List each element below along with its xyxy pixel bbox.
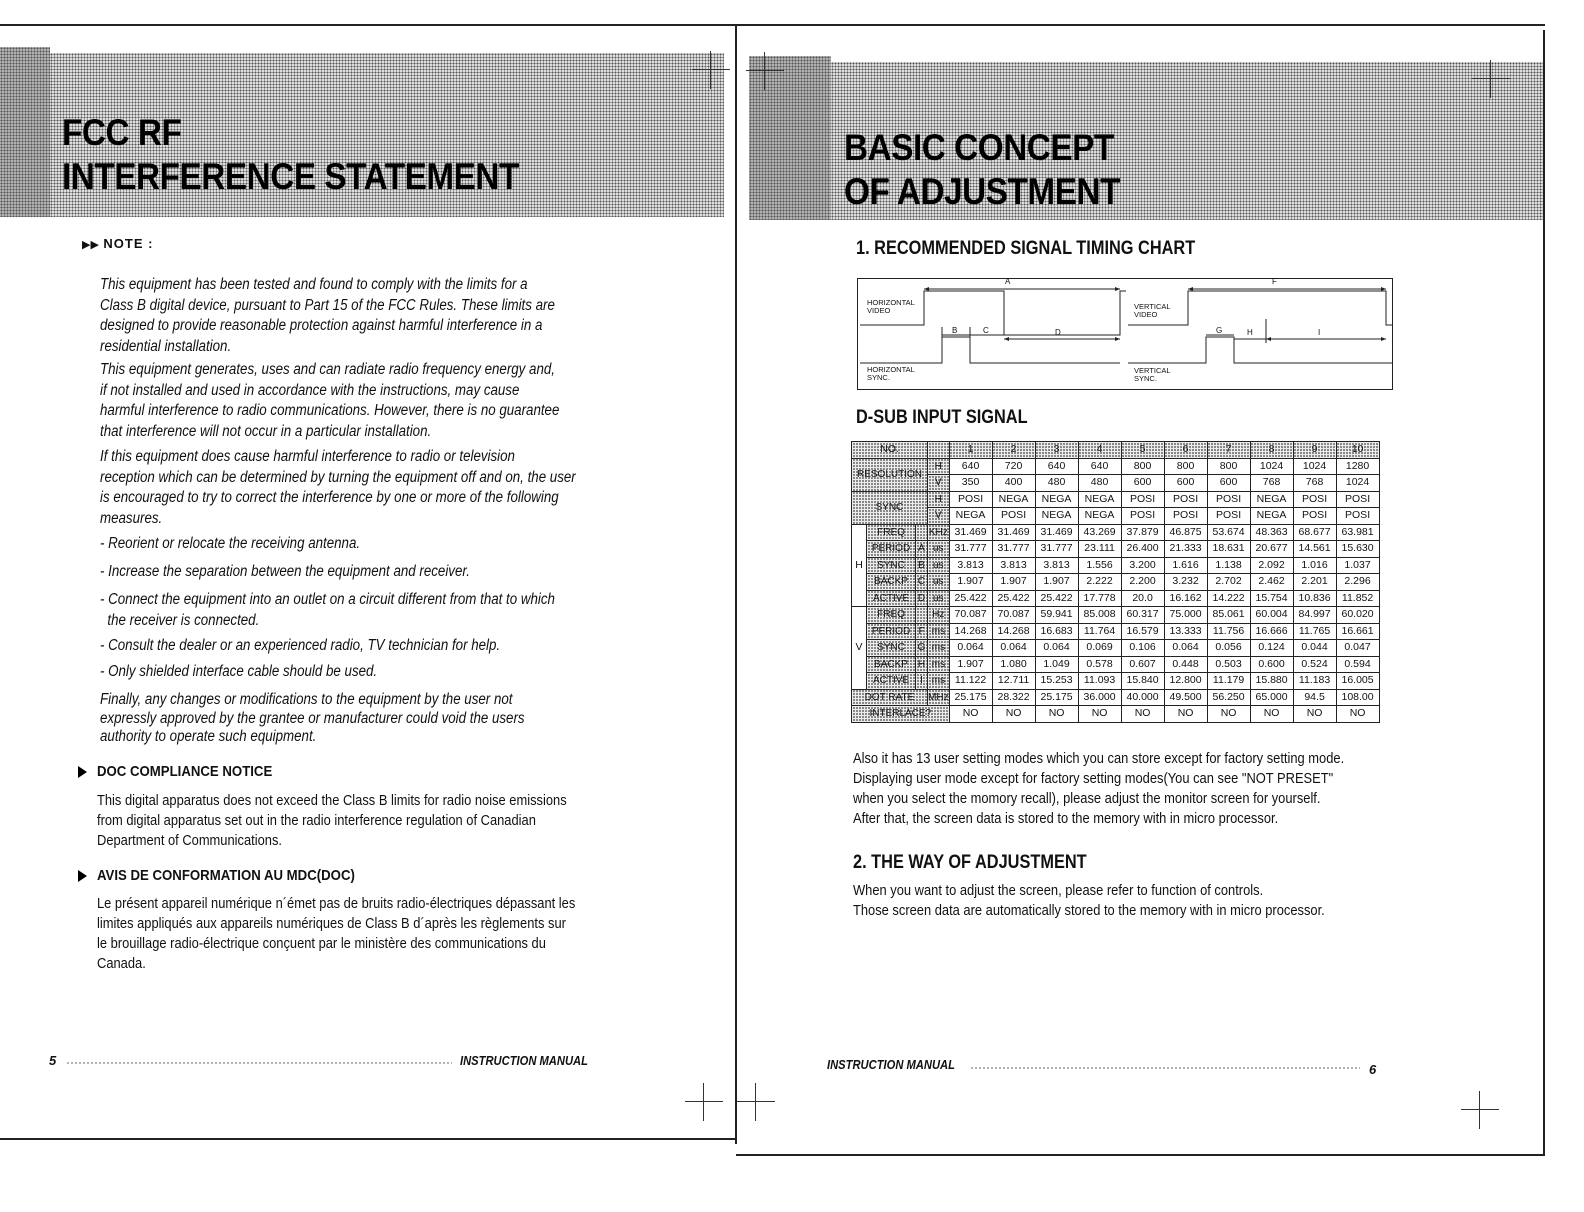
note-paragraph-3: If this equipment does cause harmful interference to radio or television reception which can be determined by turning the equipment off and on, the user is encouraged to try to correct the interference by one or more of the following measures. bbox=[100, 448, 576, 527]
timing-value: 31.469 bbox=[949, 524, 992, 541]
timing-value: 0.064 bbox=[949, 640, 992, 657]
dot-rate-label: DOT RATE bbox=[852, 689, 928, 706]
doc-text: This digital apparatus does not exceed the Class B limits for radio noise emissions from digital apparatus set out in the radio interference regulation of Canadian Department of Communications. bbox=[97, 792, 567, 849]
final-paragraph: Finally, any changes or modifications to the equipment by the user not expressly approved by the grantee or manufacturer could void the users authority to operate such equipment. bbox=[100, 691, 525, 745]
sync-h-value: POSI bbox=[1164, 491, 1207, 508]
label-f: F bbox=[1272, 277, 1277, 286]
interlace-label: INTERLACE? bbox=[852, 706, 950, 723]
timing-value: 0.064 bbox=[992, 640, 1035, 657]
mode-number: 9 bbox=[1293, 442, 1336, 459]
timing-value: 60.020 bbox=[1336, 607, 1379, 624]
interlace-value: NO bbox=[1207, 706, 1250, 723]
timing-unit: us bbox=[928, 574, 950, 591]
timing-value: 0.594 bbox=[1336, 656, 1379, 673]
timing-value: 3.813 bbox=[992, 557, 1035, 574]
res-v-value: 600 bbox=[1121, 475, 1164, 492]
timing-value: 10.836 bbox=[1293, 590, 1336, 607]
sync-v-value: NEGA bbox=[1250, 508, 1293, 525]
res-h-value: 640 bbox=[1035, 458, 1078, 475]
res-h-value: 800 bbox=[1121, 458, 1164, 475]
timing-value: 18.631 bbox=[1207, 541, 1250, 558]
timing-value: 68.677 bbox=[1293, 524, 1336, 541]
dot-rate-value: 40.000 bbox=[1121, 689, 1164, 706]
note-paragraph-2: This equipment generates, uses and can radiate radio frequency energy and, if not installed and used in accordance with the instructions, may cause harmful interference to radio communications. However, there is no guarantee that interference will not occur in a particular installation. bbox=[100, 361, 560, 440]
mode-number: 10 bbox=[1336, 442, 1379, 459]
dot-rate-value: 108.00 bbox=[1336, 689, 1379, 706]
v-label: V bbox=[928, 508, 950, 525]
res-v-value: 350 bbox=[949, 475, 992, 492]
timing-unit: ms bbox=[928, 656, 950, 673]
timing-value: 3.813 bbox=[949, 557, 992, 574]
res-h-value: 1024 bbox=[1250, 458, 1293, 475]
timing-value: 0.524 bbox=[1293, 656, 1336, 673]
res-v-value: 768 bbox=[1250, 475, 1293, 492]
timing-value: 20.677 bbox=[1250, 541, 1293, 558]
mode-number: 5 bbox=[1121, 442, 1164, 459]
timing-value: 1.138 bbox=[1207, 557, 1250, 574]
interlace-value: NO bbox=[949, 706, 992, 723]
timing-unit: us bbox=[928, 557, 950, 574]
timing-value: 48.363 bbox=[1250, 524, 1293, 541]
timing-value: 70.087 bbox=[949, 607, 992, 624]
right-title-line1: BASIC CONCEPT bbox=[844, 127, 1114, 168]
timing-name: FREQ bbox=[867, 524, 916, 541]
timing-name: ACTIVE bbox=[867, 590, 916, 607]
timing-value: 0.056 bbox=[1207, 640, 1250, 657]
right-title-banner bbox=[749, 56, 1543, 220]
dot-rate-row bbox=[852, 689, 1380, 706]
bottom-border-right bbox=[736, 1154, 1544, 1156]
sync-v-value: POSI bbox=[1207, 508, 1250, 525]
res-v-value: 400 bbox=[992, 475, 1035, 492]
sync-h-value: NEGA bbox=[1035, 491, 1078, 508]
timing-value: 16.683 bbox=[1035, 623, 1078, 640]
timing-letter: B bbox=[916, 557, 928, 574]
timing-value: 1.049 bbox=[1035, 656, 1078, 673]
timing-value: 31.777 bbox=[949, 541, 992, 558]
sync-h-value: POSI bbox=[1336, 491, 1379, 508]
vertical-sync-label: VERTICAL SYNC. bbox=[1134, 366, 1171, 383]
timing-diagram-svg bbox=[858, 279, 1394, 391]
mode-number: 1 bbox=[949, 442, 992, 459]
timing-value: 26.400 bbox=[1121, 541, 1164, 558]
timing-value: 1.556 bbox=[1078, 557, 1121, 574]
label-g: G bbox=[1216, 326, 1223, 335]
timing-value: 14.222 bbox=[1207, 590, 1250, 607]
timing-letter: D bbox=[916, 590, 928, 607]
timing-value: 0.064 bbox=[1035, 640, 1078, 657]
resolution-v-row bbox=[852, 475, 1380, 492]
timing-value: 1.907 bbox=[992, 574, 1035, 591]
res-h-value: 800 bbox=[1164, 458, 1207, 475]
interlace-value: NO bbox=[1164, 706, 1207, 723]
timing-letter: C bbox=[916, 574, 928, 591]
timing-unit: us bbox=[928, 541, 950, 558]
dot-rate-value: 49.500 bbox=[1164, 689, 1207, 706]
dot-rate-value: 28.322 bbox=[992, 689, 1035, 706]
sync-h-value: NEGA bbox=[1078, 491, 1121, 508]
timing-value: 13.333 bbox=[1164, 623, 1207, 640]
timing-value: 53.674 bbox=[1207, 524, 1250, 541]
timing-value: 0.047 bbox=[1336, 640, 1379, 657]
timing-value: 16.579 bbox=[1121, 623, 1164, 640]
timing-value: 0.069 bbox=[1078, 640, 1121, 657]
sync-v-value: POSI bbox=[1121, 508, 1164, 525]
res-v-value: 600 bbox=[1164, 475, 1207, 492]
timing-value: 12.711 bbox=[992, 673, 1035, 690]
timing-value: 63.981 bbox=[1336, 524, 1379, 541]
timing-letter: I bbox=[916, 673, 928, 690]
timing-value: 15.880 bbox=[1250, 673, 1293, 690]
timing-value: 1.016 bbox=[1293, 557, 1336, 574]
dot-rate-value: 25.175 bbox=[949, 689, 992, 706]
timing-name: BACKP bbox=[867, 574, 916, 591]
timing-value: 0.448 bbox=[1164, 656, 1207, 673]
res-v-value: 480 bbox=[1035, 475, 1078, 492]
res-h-value: 1024 bbox=[1293, 458, 1336, 475]
mode-number: 2 bbox=[992, 442, 1035, 459]
sync-v-value: POSI bbox=[992, 508, 1035, 525]
left-title-line1: FCC RF bbox=[62, 112, 182, 153]
timing-value: 2.702 bbox=[1207, 574, 1250, 591]
timing-value: 60.004 bbox=[1250, 607, 1293, 624]
mode-number: 3 bbox=[1035, 442, 1078, 459]
measure-5: - Only shielded interface cable should be used. bbox=[100, 663, 378, 680]
timing-letter bbox=[916, 524, 928, 541]
sync-v-value: NEGA bbox=[1035, 508, 1078, 525]
timing-value: 1.037 bbox=[1336, 557, 1379, 574]
timing-value: 0.106 bbox=[1121, 640, 1164, 657]
dot-rate-value: 25.175 bbox=[1035, 689, 1078, 706]
table-header-row bbox=[852, 442, 1380, 459]
timing-name: BACKP bbox=[867, 656, 916, 673]
dsub-heading: D-SUB INPUT SIGNAL bbox=[856, 407, 1028, 428]
timing-value: 2.296 bbox=[1336, 574, 1379, 591]
res-v-value: 768 bbox=[1293, 475, 1336, 492]
h-timing-row bbox=[852, 557, 1380, 574]
timing-value: 15.754 bbox=[1250, 590, 1293, 607]
timing-name: SYNC bbox=[867, 557, 916, 574]
res-h-value: 1280 bbox=[1336, 458, 1379, 475]
sync-h-row bbox=[852, 491, 1380, 508]
h-timing-row bbox=[852, 574, 1380, 591]
right-footer-dots bbox=[970, 1067, 1360, 1069]
timing-value: 16.666 bbox=[1250, 623, 1293, 640]
measure-1: - Reorient or relocate the receiving antenna. bbox=[100, 535, 361, 552]
sync-v-value: POSI bbox=[1164, 508, 1207, 525]
timing-value: 0.600 bbox=[1250, 656, 1293, 673]
left-title-banner bbox=[0, 47, 724, 217]
timing-letter: F bbox=[916, 623, 928, 640]
h-label: H bbox=[928, 491, 950, 508]
timing-value: 60.317 bbox=[1121, 607, 1164, 624]
resolution-h-row bbox=[852, 458, 1380, 475]
after-table-text: Also it has 13 user setting modes which you can store except for factory setting mode. Displaying user mode except for factory setting modes(You can see "NOT PRESET" when you select the momory recall), please adjust the monitor screen for yourself. After that, the screen data is stored to the memory with in micro processor. bbox=[853, 750, 1345, 827]
sync-h-value: POSI bbox=[1293, 491, 1336, 508]
avis-bullet-icon bbox=[78, 870, 87, 882]
mode-number: 7 bbox=[1207, 442, 1250, 459]
left-page-number: 5 bbox=[49, 1053, 57, 1068]
timing-value: 25.422 bbox=[949, 590, 992, 607]
timing-value: 0.124 bbox=[1250, 640, 1293, 657]
no-header: NO. bbox=[852, 442, 928, 459]
timing-value: 11.179 bbox=[1207, 673, 1250, 690]
res-h-value: 800 bbox=[1207, 458, 1250, 475]
signal-timing-diagram bbox=[857, 278, 1393, 390]
timing-letter bbox=[916, 607, 928, 624]
horizontal-video-label: HORIZONTAL VIDEO bbox=[867, 298, 915, 315]
timing-unit: Hz bbox=[928, 607, 950, 624]
timing-name: ACTIVE bbox=[867, 673, 916, 690]
timing-unit: ms bbox=[928, 640, 950, 657]
interlace-value: NO bbox=[1250, 706, 1293, 723]
res-v-value: 1024 bbox=[1336, 475, 1379, 492]
left-footer-dots bbox=[66, 1062, 452, 1064]
label-i: I bbox=[1318, 328, 1321, 337]
timing-value: 3.200 bbox=[1121, 557, 1164, 574]
label-a: A bbox=[1005, 277, 1011, 286]
timing-value: 25.422 bbox=[1035, 590, 1078, 607]
timing-value: 0.607 bbox=[1121, 656, 1164, 673]
timing-value: 31.777 bbox=[992, 541, 1035, 558]
left-footer-label: INSTRUCTION MANUAL bbox=[460, 1053, 588, 1068]
spine-line bbox=[735, 24, 737, 1144]
note-label: NOTE : bbox=[103, 236, 154, 251]
bottom-border-left bbox=[0, 1138, 736, 1140]
timing-value: 1.080 bbox=[992, 656, 1035, 673]
timing-letter: A bbox=[916, 541, 928, 558]
sync-h-value: POSI bbox=[1121, 491, 1164, 508]
blank-header bbox=[928, 442, 950, 459]
timing-value: 46.875 bbox=[1164, 524, 1207, 541]
sync-h-value: NEGA bbox=[992, 491, 1035, 508]
timing-unit: ms bbox=[928, 623, 950, 640]
measure-4: - Consult the dealer or an experienced radio, TV technician for help. bbox=[100, 637, 501, 654]
h-group-label: H bbox=[852, 524, 867, 607]
v-group-label: V bbox=[852, 607, 867, 690]
res-h-value: 720 bbox=[992, 458, 1035, 475]
h-timing-row bbox=[852, 541, 1380, 558]
top-border-line bbox=[0, 24, 1545, 26]
right-bottom-crosshair-right bbox=[1461, 1091, 1499, 1129]
timing-value: 16.005 bbox=[1336, 673, 1379, 690]
horizontal-sync-wave bbox=[860, 337, 1120, 363]
left-banner-tab bbox=[0, 47, 50, 217]
doc-bullet-icon bbox=[78, 766, 87, 778]
measure-2: - Increase the separation between the equipment and receiver. bbox=[100, 563, 471, 580]
timing-value: 2.200 bbox=[1121, 574, 1164, 591]
interlace-row bbox=[852, 706, 1380, 723]
timing-value: 15.840 bbox=[1121, 673, 1164, 690]
v-timing-row bbox=[852, 656, 1380, 673]
v-timing-row bbox=[852, 640, 1380, 657]
timing-value: 2.462 bbox=[1250, 574, 1293, 591]
timing-name: FREQ bbox=[867, 607, 916, 624]
sync-h-value: POSI bbox=[1207, 491, 1250, 508]
section1-heading: 1. RECOMMENDED SIGNAL TIMING CHART bbox=[856, 238, 1196, 259]
timing-value: 11.765 bbox=[1293, 623, 1336, 640]
timing-value: 15.630 bbox=[1336, 541, 1379, 558]
timing-value: 11.852 bbox=[1336, 590, 1379, 607]
right-page-number: 6 bbox=[1369, 1062, 1377, 1077]
timing-value: 70.087 bbox=[992, 607, 1035, 624]
section2-text: When you want to adjust the screen, please refer to function of controls. Those screen data are automatically stored to the memory with in micro processor. bbox=[853, 882, 1325, 919]
timing-value: 14.561 bbox=[1293, 541, 1336, 558]
double-arrow-icon: ▶▶ bbox=[82, 239, 99, 251]
avis-heading: AVIS DE CONFORMATION AU MDC(DOC) bbox=[97, 867, 355, 884]
mode-number: 4 bbox=[1078, 442, 1121, 459]
timing-value: 3.813 bbox=[1035, 557, 1078, 574]
timing-value: 0.578 bbox=[1078, 656, 1121, 673]
timing-value: 1.907 bbox=[949, 574, 992, 591]
sync-v-value: POSI bbox=[1293, 508, 1336, 525]
timing-value: 14.268 bbox=[949, 623, 992, 640]
timing-value: 12.800 bbox=[1164, 673, 1207, 690]
right-title-line2: OF ADJUSTMENT bbox=[844, 171, 1120, 212]
resolution-label: RESOLUTION bbox=[852, 458, 928, 491]
dot-rate-value: 65.000 bbox=[1250, 689, 1293, 706]
right-top-crosshair-right bbox=[1472, 60, 1510, 98]
timing-value: 11.183 bbox=[1293, 673, 1336, 690]
timing-value: 11.756 bbox=[1207, 623, 1250, 640]
timing-unit: KHz bbox=[928, 524, 950, 541]
measure-3: - Connect the equipment into an outlet on a circuit different from that to which the receiver is connected. bbox=[100, 591, 555, 629]
right-footer-label: INSTRUCTION MANUAL bbox=[827, 1057, 955, 1072]
doc-heading: DOC COMPLIANCE NOTICE bbox=[97, 763, 273, 780]
right-bottom-crosshair-left bbox=[737, 1083, 775, 1121]
timing-value: 2.222 bbox=[1078, 574, 1121, 591]
v-timing-row bbox=[852, 623, 1380, 640]
timing-value: 16.661 bbox=[1336, 623, 1379, 640]
interlace-value: NO bbox=[1035, 706, 1078, 723]
timing-value: 21.333 bbox=[1164, 541, 1207, 558]
sync-v-row bbox=[852, 508, 1380, 525]
timing-value: 23.111 bbox=[1078, 541, 1121, 558]
timing-value: 2.201 bbox=[1293, 574, 1336, 591]
sync-h-value: NEGA bbox=[1250, 491, 1293, 508]
avis-text: Le présent appareil numérique n´émet pas de bruits radio-électriques dépassant les limites appliqués aux appareils numériques de Class B d´après les règlements sur le brouillage radio-électrique conçuent par le ministère des communications du Canada. bbox=[97, 895, 576, 972]
timing-name: SYNC bbox=[867, 640, 916, 657]
timing-value: 85.061 bbox=[1207, 607, 1250, 624]
timing-letter: G bbox=[916, 640, 928, 657]
label-d: D bbox=[1055, 328, 1061, 337]
label-c: C bbox=[983, 326, 989, 335]
timing-value: 75.000 bbox=[1164, 607, 1207, 624]
dot-rate-unit: MHz bbox=[928, 689, 950, 706]
res-h-value: 640 bbox=[1078, 458, 1121, 475]
timing-letter: H bbox=[916, 656, 928, 673]
dot-rate-value: 94.5 bbox=[1293, 689, 1336, 706]
timing-value: 25.422 bbox=[992, 590, 1035, 607]
timing-name: PERIOD bbox=[867, 541, 916, 558]
section2-heading: 2. THE WAY OF ADJUSTMENT bbox=[853, 852, 1087, 873]
v-timing-row bbox=[852, 607, 1380, 624]
timing-value: 11.093 bbox=[1078, 673, 1121, 690]
dot-rate-value: 56.250 bbox=[1207, 689, 1250, 706]
note-label-row bbox=[82, 235, 153, 253]
sync-v-value: POSI bbox=[1336, 508, 1379, 525]
sync-v-value: NEGA bbox=[1078, 508, 1121, 525]
dot-rate-value: 36.000 bbox=[1078, 689, 1121, 706]
interlace-value: NO bbox=[1121, 706, 1164, 723]
vertical-sync-wave bbox=[1128, 337, 1392, 363]
timing-value: 14.268 bbox=[992, 623, 1035, 640]
interlace-value: NO bbox=[1293, 706, 1336, 723]
res-v-value: 600 bbox=[1207, 475, 1250, 492]
timing-value: 11.764 bbox=[1078, 623, 1121, 640]
timing-value: 43.269 bbox=[1078, 524, 1121, 541]
timing-value: 15.253 bbox=[1035, 673, 1078, 690]
sync-h-value: POSI bbox=[949, 491, 992, 508]
timing-value: 31.469 bbox=[1035, 524, 1078, 541]
timing-value: 1.616 bbox=[1164, 557, 1207, 574]
vertical-video-label: VERTICAL VIDEO bbox=[1134, 302, 1171, 319]
timing-value: 2.092 bbox=[1250, 557, 1293, 574]
timing-value: 0.503 bbox=[1207, 656, 1250, 673]
v-timing-row bbox=[852, 673, 1380, 690]
v-label: V bbox=[928, 475, 950, 492]
h-timing-row bbox=[852, 524, 1380, 541]
interlace-value: NO bbox=[1078, 706, 1121, 723]
timing-value: 1.907 bbox=[1035, 574, 1078, 591]
timing-value: 0.064 bbox=[1164, 640, 1207, 657]
left-title-line2: INTERFERENCE STATEMENT bbox=[62, 156, 519, 197]
label-h: H bbox=[1247, 328, 1253, 337]
timing-value: 85.008 bbox=[1078, 607, 1121, 624]
interlace-value: NO bbox=[1336, 706, 1379, 723]
right-border-line bbox=[1543, 30, 1545, 1156]
timing-value: 1.907 bbox=[949, 656, 992, 673]
timing-name: PERIOD bbox=[867, 623, 916, 640]
timing-value: 11.122 bbox=[949, 673, 992, 690]
timing-unit: ms bbox=[928, 673, 950, 690]
mode-number: 6 bbox=[1164, 442, 1207, 459]
timing-value: 20.0 bbox=[1121, 590, 1164, 607]
h-timing-row bbox=[852, 590, 1380, 607]
timing-value: 31.469 bbox=[992, 524, 1035, 541]
mode-number: 8 bbox=[1250, 442, 1293, 459]
timing-value: 3.232 bbox=[1164, 574, 1207, 591]
right-top-crosshair-left bbox=[746, 52, 784, 90]
timing-value: 17.778 bbox=[1078, 590, 1121, 607]
interlace-value: NO bbox=[992, 706, 1035, 723]
label-b: B bbox=[952, 326, 958, 335]
timing-value: 37.879 bbox=[1121, 524, 1164, 541]
left-top-crosshair bbox=[692, 51, 730, 89]
dsub-signal-table bbox=[851, 441, 1380, 723]
left-bottom-crosshair bbox=[685, 1083, 723, 1121]
h-label: H bbox=[928, 458, 950, 475]
horizontal-sync-label: HORIZONTAL SYNC. bbox=[867, 365, 915, 382]
note-paragraph-1: This equipment has been tested and found to comply with the limits for a Class B digital device, pursuant to Part 15 of the FCC Rules. These limits are designed to provide reasonable protection against harmful interference in a residential installation. bbox=[100, 276, 555, 355]
timing-value: 0.044 bbox=[1293, 640, 1336, 657]
timing-value: 31.777 bbox=[1035, 541, 1078, 558]
res-h-value: 640 bbox=[949, 458, 992, 475]
res-v-value: 480 bbox=[1078, 475, 1121, 492]
sync-label: SYNC bbox=[852, 491, 928, 524]
timing-value: 16.162 bbox=[1164, 590, 1207, 607]
timing-unit: us bbox=[928, 590, 950, 607]
timing-value: 84.997 bbox=[1293, 607, 1336, 624]
timing-value: 59.941 bbox=[1035, 607, 1078, 624]
sync-v-value: NEGA bbox=[949, 508, 992, 525]
